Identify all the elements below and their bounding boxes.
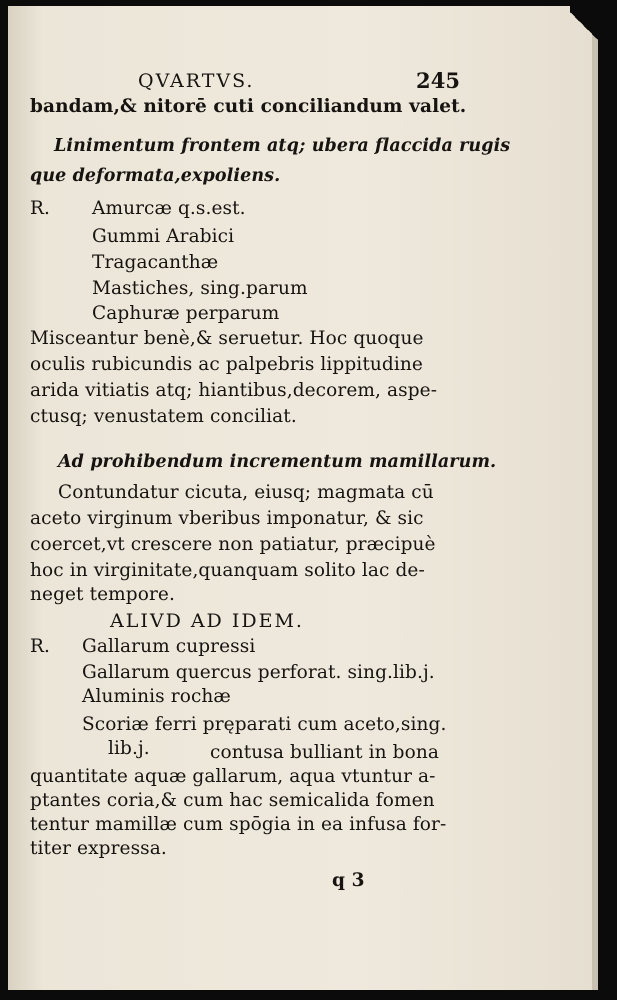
page-number: 245 <box>416 68 461 93</box>
heading-aliud: ALIVD AD IDEM. <box>110 610 304 632</box>
recipe-mark-2: R. <box>30 636 51 657</box>
text-line-16: coercet,vt crescere non patiatur, præcipuè <box>30 534 436 555</box>
text-line-14: Contundatur cicuta, eiusq; magmata cū <box>58 482 434 503</box>
ingredient-6: Gallarum cupressi <box>82 636 256 657</box>
ingredient-3: Tragacanthæ <box>92 252 219 273</box>
ingredient-7: Gallarum quercus perforat. sing.lib.j. <box>82 662 435 683</box>
text-line-24: contusa bulliant in bona <box>210 742 439 763</box>
text-line-28: titer expressa. <box>30 838 167 859</box>
ingredient-9-qty: lib.j. <box>108 738 150 759</box>
running-title: QVARTVS. <box>138 70 255 92</box>
text-line-26: ptantes coria,& cum hac semicalida fomen <box>30 790 435 811</box>
text-line-18: neget tempore. <box>30 584 175 605</box>
text-line-12: ctusq; venustatem conciliat. <box>30 406 297 427</box>
text-line-17: hoc in virginitate,quanquam solito lac de- <box>30 560 425 581</box>
ingredient-1: Amurcæ q.s.est. <box>92 198 246 219</box>
text-line-1: bandam,& nitorē cuti conciliandum valet. <box>30 96 467 117</box>
text-line-9: Misceantur benè,& seruetur. Hoc quoque <box>30 328 424 349</box>
text-line-25: quantitate aquæ gallarum, aqua vtuntur a- <box>30 766 436 787</box>
book-page <box>8 6 598 990</box>
text-line-11: arida vitiatis atq; hiantibus,decorem, aspe- <box>30 380 438 401</box>
heading-liniment: Linimentum frontem atq; ubera flaccida rugis <box>54 136 511 156</box>
ingredient-2: Gummi Arabici <box>92 226 235 247</box>
text-line-15: aceto virginum vberibus imponatur, & sic <box>30 508 424 529</box>
ingredient-9: Scoriæ ferri pręparati cum aceto,sing. <box>82 714 447 735</box>
recipe-mark-1: R. <box>30 198 51 219</box>
heading-liniment-cont: que deformata,expoliens. <box>30 166 281 186</box>
ingredient-8: Aluminis rochæ <box>82 686 231 707</box>
heading-mamillae: Ad prohibendum incrementum mamillarum. <box>58 452 497 472</box>
text-line-10: oculis rubicundis ac palpebris lippitudine <box>30 354 423 375</box>
text-line-27: tentur mamillæ cum spōgia in ea infusa for- <box>30 814 447 835</box>
ingredient-4: Mastiches, sing.parum <box>92 278 308 299</box>
ingredient-5: Caphuræ perparum <box>92 303 280 324</box>
signature-mark: q 3 <box>332 870 365 891</box>
